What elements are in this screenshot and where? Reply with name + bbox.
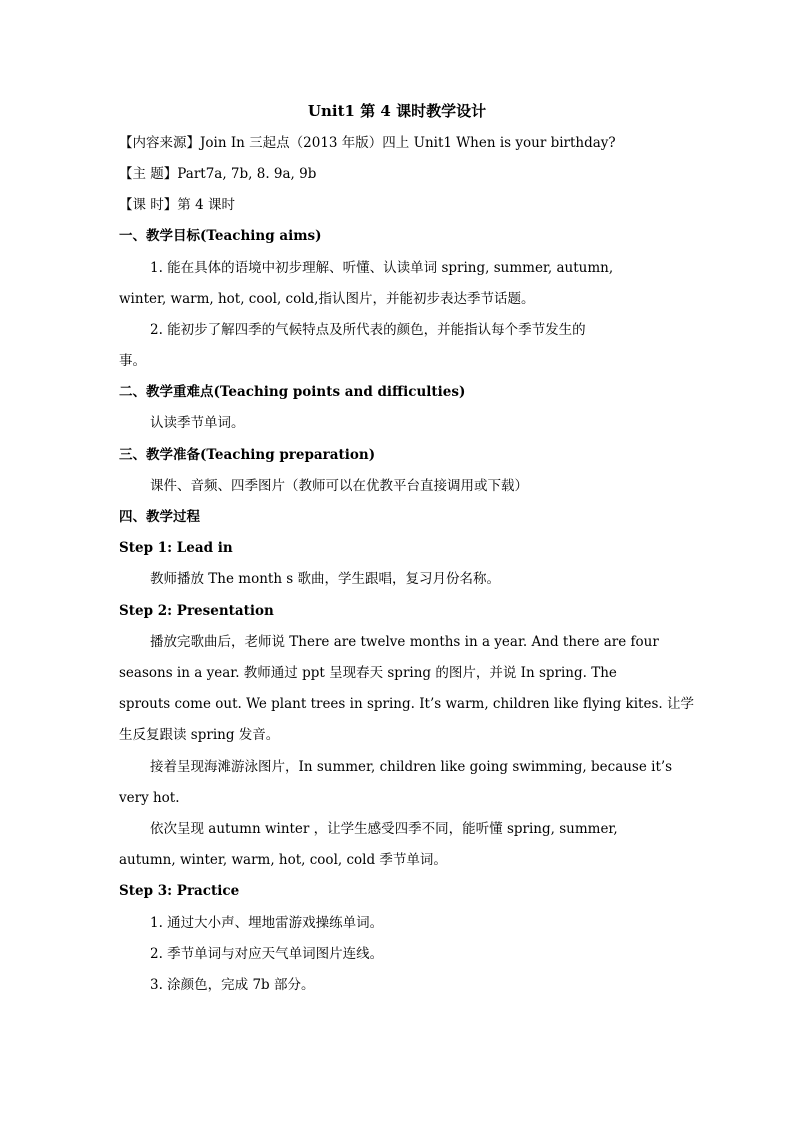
step-3-item-3: 3. 涂颜色，完成 7b 部分。 [150, 977, 315, 993]
step-3-item-1: 1. 通过大小声、埋地雷游戏操练单词。 [150, 915, 384, 931]
step-2-para-2-line-1: 接着呈现海滩游泳图片，In summer, children like going swimming, because it’s [150, 759, 673, 775]
step-2-para-2-line-2: very hot. [119, 790, 180, 806]
aim-1-line-2: winter, warm, hot, cool, cold,指认图片，并能初步表达季节话题。 [119, 291, 535, 307]
aim-2-line-1: 2. 能初步了解四季的气候特点及所代表的颜色，并能指认每个季节发生的 [150, 322, 586, 338]
points-heading: 二、教学重难点(Teaching points and difficulties) [119, 384, 466, 400]
aim-2-line-2: 事。 [119, 353, 146, 369]
topic-line: 【主 题】Part7a, 7b, 8. 9a, 9b [119, 166, 317, 182]
step-2-heading: Step 2: Presentation [119, 603, 274, 619]
preparation-heading: 三、教学准备(Teaching preparation) [119, 447, 376, 463]
document-title: Unit1 第 4 课时教学设计 [307, 102, 487, 120]
process-heading: 四、教学过程 [119, 509, 200, 525]
lesson-line: 【课 时】第 4 课时 [119, 197, 235, 213]
step-1-heading: Step 1: Lead in [119, 540, 233, 556]
step-2-para-3-line-1: 依次呈现 autumn winter ，让学生感受四季不同，能听懂 spring, summer, [150, 821, 618, 837]
step-2-para-1-line-3: sprouts come out. We plant trees in spring. It’s warm, children like flying kites. 让学 [119, 696, 694, 712]
points-text: 认读季节单词。 [150, 415, 245, 431]
aims-heading: 一、教学目标(Teaching aims) [119, 228, 322, 244]
step-2-para-3-line-2: autumn, winter, warm, hot, cool, cold 季节单词。 [119, 852, 447, 868]
step-2-para-1-line-4: 生反复跟读 spring 发音。 [119, 727, 280, 743]
step-1-text: 教师播放 The month s 歌曲，学生跟唱，复习月份名称。 [150, 571, 501, 587]
step-2-para-1-line-1: 播放完歌曲后，老师说 There are twelve months in a year. And there are four [150, 634, 659, 650]
step-3-heading: Step 3: Practice [119, 883, 240, 899]
step-3-item-2: 2. 季节单词与对应天气单词图片连线。 [150, 946, 384, 962]
aim-1-line-1: 1. 能在具体的语境中初步理解、听懂、认读单词 spring, summer, autumn, [150, 260, 614, 276]
step-2-para-1-line-2: seasons in a year. 教师通过 ppt 呈现春天 spring 的图片，并说 In spring. The [119, 665, 617, 681]
content-source: 【内容来源】Join In 三起点（2013 年版）四上 Unit1 When is your birthday? [119, 135, 616, 151]
preparation-text: 课件、音频、四季图片（教师可以在优教平台直接调用或下载） [150, 478, 528, 494]
